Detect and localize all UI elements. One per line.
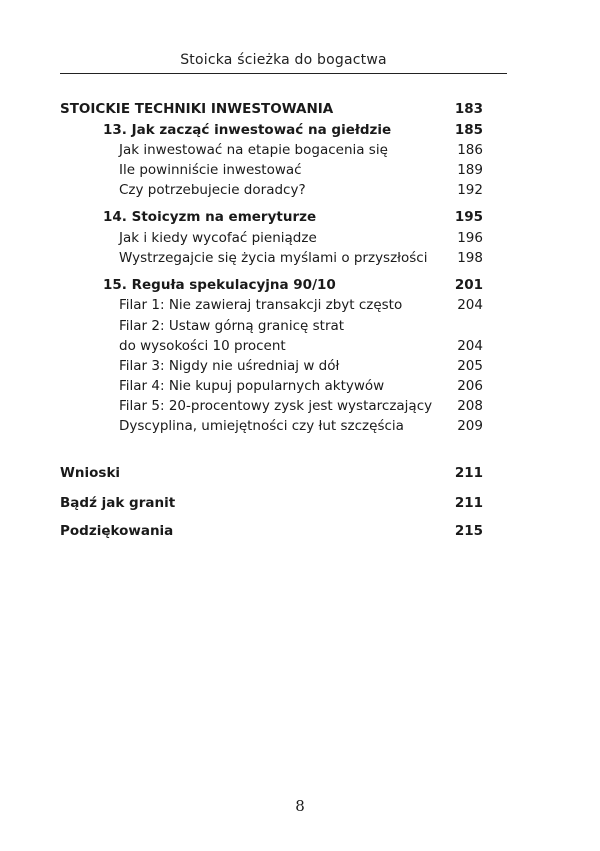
- toc-entry-title: Filar 2: Ustaw górną granicę strat: [119, 318, 345, 334]
- toc-entry-page: 215: [454, 523, 483, 539]
- toc-entry-title: Filar 4: Nie kupuj popularnych aktywów: [119, 378, 385, 394]
- toc-entry-title: 15. Reguła spekulacyjna 90/10: [103, 277, 336, 293]
- page-number: 8: [295, 797, 305, 815]
- toc-chapter-13[interactable]: [103, 121, 483, 139]
- toc-subentry[interactable]: [119, 249, 483, 267]
- toc-subentry[interactable]: [119, 357, 483, 375]
- toc-end-entry[interactable]: [60, 522, 483, 540]
- toc-entry-page: 204: [457, 338, 483, 354]
- toc-subentry[interactable]: [119, 161, 483, 179]
- toc-entry-title: Filar 1: Nie zawieraj transakcji zbyt często: [119, 297, 403, 313]
- running-header: Stoicka ścieżka do bogactwa: [180, 52, 387, 68]
- toc-entry-page: 208: [457, 398, 483, 414]
- toc-entry-title: Jak inwestować na etapie bogacenia się: [119, 142, 388, 158]
- toc-entry-page: 198: [457, 250, 483, 266]
- toc-subentry[interactable]: [119, 317, 483, 335]
- toc-entry-page: 196: [457, 230, 483, 246]
- toc-entry-page: 211: [454, 465, 483, 481]
- toc-subentry[interactable]: [119, 377, 483, 395]
- toc-subentry[interactable]: [119, 397, 483, 415]
- toc-entry-title: STOICKIE TECHNIKI INWESTOWANIA: [60, 101, 334, 117]
- toc-end-entry[interactable]: [60, 494, 483, 512]
- toc-subentry[interactable]: [119, 181, 483, 199]
- toc-end-entry[interactable]: [60, 464, 483, 482]
- toc-entry-page: 192: [457, 182, 483, 198]
- toc-entry-title: Podziękowania: [60, 523, 174, 539]
- toc-entry-title: Bądź jak granit: [60, 495, 176, 511]
- toc-entry-title: Wnioski: [60, 465, 121, 481]
- toc-entry-title: Ile powinniście inwestować: [119, 162, 302, 178]
- toc-subentry[interactable]: [119, 296, 483, 314]
- toc-entry-title: Dyscyplina, umiejętności czy łut szczęścia: [119, 418, 404, 434]
- header-rule: [60, 73, 507, 74]
- toc-entry-title: Jak i kiedy wycofać pieniądze: [119, 230, 317, 246]
- toc-entry-page: 204: [457, 297, 483, 313]
- toc-entry-title: Filar 5: 20-procentowy zysk jest wystarczający: [119, 398, 433, 414]
- toc-subentry[interactable]: [119, 141, 483, 159]
- toc-entry-title: Wystrzegajcie się życia myślami o przyszłości: [119, 250, 428, 266]
- toc-entry-page: 201: [454, 277, 483, 293]
- toc-chapter-15[interactable]: [103, 276, 483, 294]
- toc-entry-page: 206: [457, 378, 483, 394]
- toc-part-entry[interactable]: [60, 100, 483, 118]
- toc-chapter-14[interactable]: [103, 208, 483, 226]
- toc-entry-page: 183: [454, 101, 483, 117]
- toc-entry-page: 211: [454, 495, 483, 511]
- toc-entry-page: 186: [457, 142, 483, 158]
- toc-entry-page: 205: [457, 358, 483, 374]
- toc-entry-page: 209: [457, 418, 483, 434]
- toc-entry-page: 189: [457, 162, 483, 178]
- toc-subentry[interactable]: [119, 417, 483, 435]
- toc-subentry[interactable]: [119, 229, 483, 247]
- toc-entry-title: 13. Jak zacząć inwestować na giełdzie: [103, 122, 392, 138]
- toc-entry-title: 14. Stoicyzm na emeryturze: [103, 209, 317, 225]
- toc-subentry[interactable]: [119, 337, 483, 355]
- toc-entry-title: do wysokości 10 procent: [119, 338, 286, 354]
- toc-entry-page: 185: [454, 122, 483, 138]
- toc-entry-title: Czy potrzebujecie doradcy?: [119, 182, 306, 198]
- toc-entry-title: Filar 3: Nigdy nie uśredniaj w dół: [119, 358, 340, 374]
- toc-entry-page: 195: [454, 209, 483, 225]
